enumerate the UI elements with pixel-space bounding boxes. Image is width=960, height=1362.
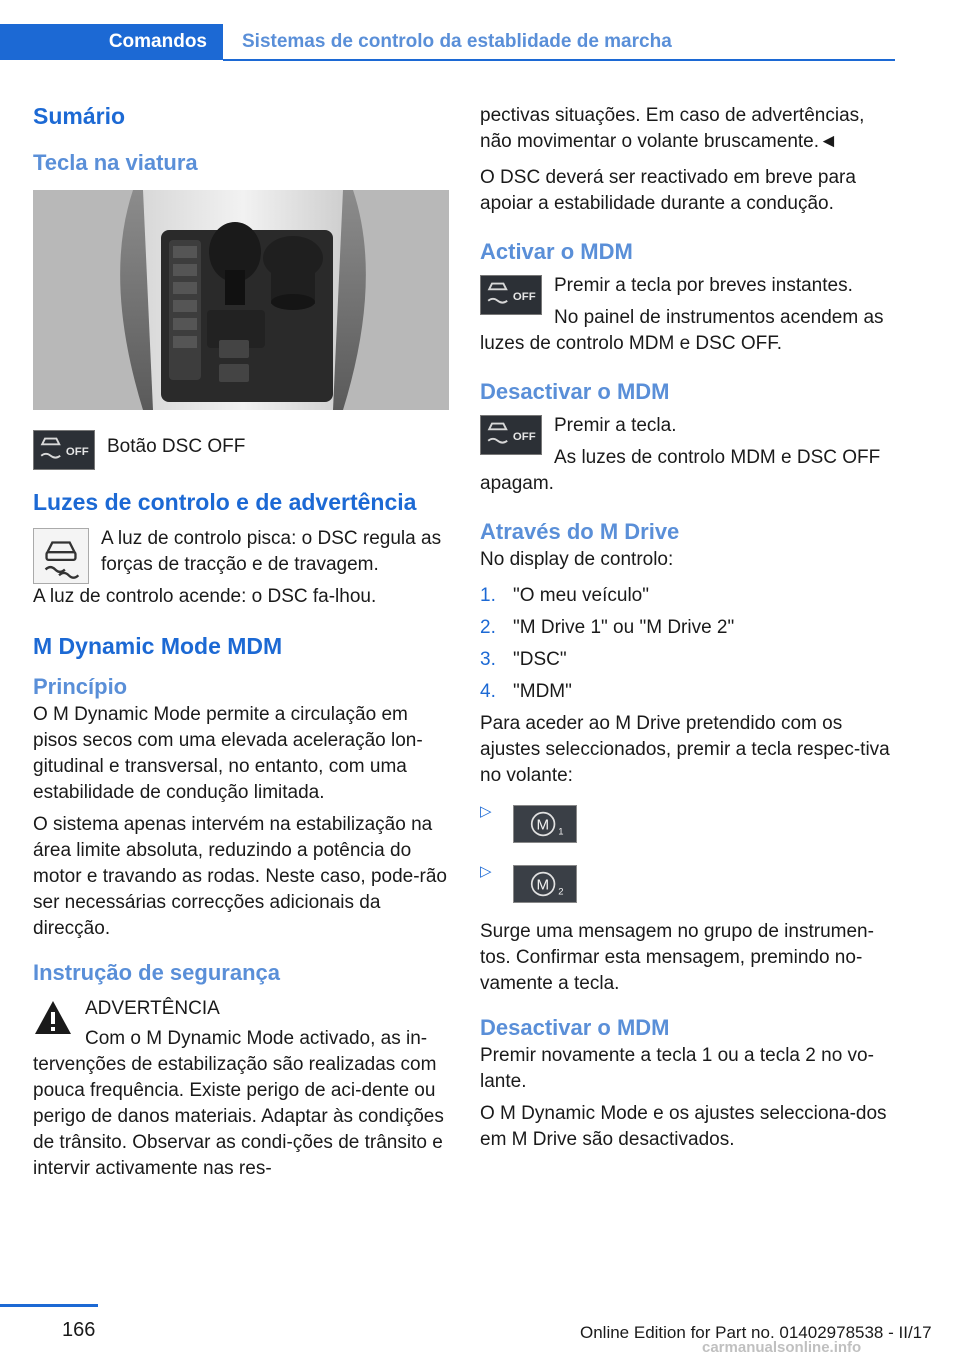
lights-block	[33, 526, 449, 610]
svg-text:2: 2	[558, 886, 564, 898]
bullet-triangle-icon: ▷	[480, 863, 492, 880]
key-heading: Tecla na viatura	[33, 150, 198, 175]
dsc-off-icon	[33, 430, 95, 470]
svg-text:M: M	[536, 876, 550, 894]
deactivate2-text-2: O M Dynamic Mode e os ajustes selecciona-dos em M Drive são desactivados.	[480, 1103, 887, 1150]
list-item: 4. "MDM"	[480, 681, 572, 702]
footer-rule	[0, 1304, 98, 1307]
mdrive-text: Para aceder ao M Drive pretendido com os ajustes seleccionados, premir a tecla respec-tiva no volante:	[480, 713, 890, 786]
deactivate-text-2: As luzes de controlo MDM e DSC OFF apagam.	[480, 447, 881, 494]
warning-triangle-icon	[33, 998, 73, 1038]
principle-heading: Princípio	[33, 674, 128, 699]
warning-text: Com o M Dynamic Mode activado, as in-tervenções de estabilização são realizadas com pouca frequência. Existe perigo de aci-dente ou perigo de danos materiais. Adaptar às condições de trânsito. Observar as condi-ções de trânsito e intervir activamente nas res-	[33, 1028, 444, 1179]
right-column	[480, 103, 898, 1153]
reactivate-text: O DSC deverá ser reactivado em breve para apoiar a estabilidade durante a condução.	[480, 167, 856, 214]
activate-block	[480, 273, 898, 357]
edition-text: Online Edition for Part no. 01402978538 - II/17	[580, 1323, 932, 1342]
deactivate-text-1: Premir a tecla.	[554, 415, 677, 436]
safety-heading: Instrução de segurança	[33, 960, 280, 985]
lights-text-1: A luz de controlo pisca: o DSC regula as forças de tracção e de travagem.	[101, 528, 442, 575]
dsc-off-icon-deactivate	[480, 415, 542, 455]
activate-text-2: No painel de instrumentos acendem as luzes de controlo MDM e DSC OFF.	[480, 307, 884, 354]
mdrive-steps-list	[480, 583, 898, 705]
activate-text-1: Premir a tecla por breves instantes.	[554, 275, 853, 296]
mdrive-intro: No display de controlo:	[480, 549, 674, 570]
svg-text:M: M	[536, 816, 550, 834]
svg-text:OFF: OFF	[65, 445, 89, 458]
deactivate-block	[480, 413, 898, 497]
list-item: 1. "O meu veículo"	[480, 585, 649, 606]
header-rule	[223, 59, 895, 61]
deactivate-heading: Desactivar o MDM	[480, 379, 670, 404]
page-header	[0, 24, 895, 62]
m2-button-item	[480, 859, 898, 903]
subsection-title[interactable]: Sistemas de controlo da establidade de marcha	[242, 31, 672, 52]
deactivate2-text-1: Premir novamente a tecla 1 ou a tecla 2 no vo-lante.	[480, 1045, 874, 1092]
dsc-off-block	[33, 428, 449, 470]
deactivate2-heading: Desactivar o MDM	[480, 1015, 670, 1040]
list-item: 2. "M Drive 1" ou "M Drive 2"	[480, 617, 735, 638]
svg-text:1: 1	[558, 826, 564, 838]
m1-button-item	[480, 799, 898, 843]
m2-button-icon	[513, 865, 577, 903]
principle-text-2: O sistema apenas intervém na estabilização na área limite absoluta, reduzindo a potência do motor e travando as rodas. Neste caso, pode-rão ser necessárias correcções adicionais da direcção.	[33, 814, 448, 939]
activate-heading: Activar o MDM	[480, 239, 633, 264]
message-text: Surge uma mensagem no grupo de instrumen-tos. Confirmar esta mensagem, premindo no-vamente a tecla.	[480, 921, 874, 994]
warning-block	[33, 996, 449, 1182]
dsc-off-icon-activate	[480, 275, 542, 315]
warning-label: ADVERTÊNCIA	[85, 998, 220, 1019]
dsc-off-label: Botão DSC OFF	[107, 436, 246, 457]
mdrive-heading: Através do M Drive	[480, 519, 680, 544]
center-console-image	[33, 190, 449, 410]
section-tab[interactable]: Comandos	[0, 24, 223, 60]
center-console-photo	[33, 190, 449, 410]
svg-text:OFF: OFF	[512, 290, 536, 303]
left-column	[33, 100, 449, 1182]
summary-heading: Sumário	[33, 103, 126, 129]
m1-button-icon	[513, 805, 577, 843]
watermark: carmanualsonline.info	[702, 1339, 862, 1356]
mdm-heading: M Dynamic Mode MDM	[33, 633, 283, 659]
page-number: 166	[62, 1319, 96, 1341]
lights-heading: Luzes de controlo e de advertência	[33, 489, 417, 515]
dsc-warning-light-icon	[33, 528, 89, 584]
svg-text:OFF: OFF	[512, 430, 536, 443]
bullet-triangle-icon: ▷	[480, 803, 492, 820]
principle-text-1: O M Dynamic Mode permite a circulação em pisos secos com uma elevada aceleração lon-gitudinal e transversal, no entanto, com uma estabilidade de condução limitada.	[33, 704, 423, 803]
warning-continuation: pectivas situações. Em caso de advertências, não movimentar o volante bruscamente.◄	[480, 105, 865, 152]
list-item: 3. "DSC"	[480, 649, 567, 670]
lights-text-2: A luz de controlo acende: o DSC fa-lhou.	[33, 586, 377, 607]
